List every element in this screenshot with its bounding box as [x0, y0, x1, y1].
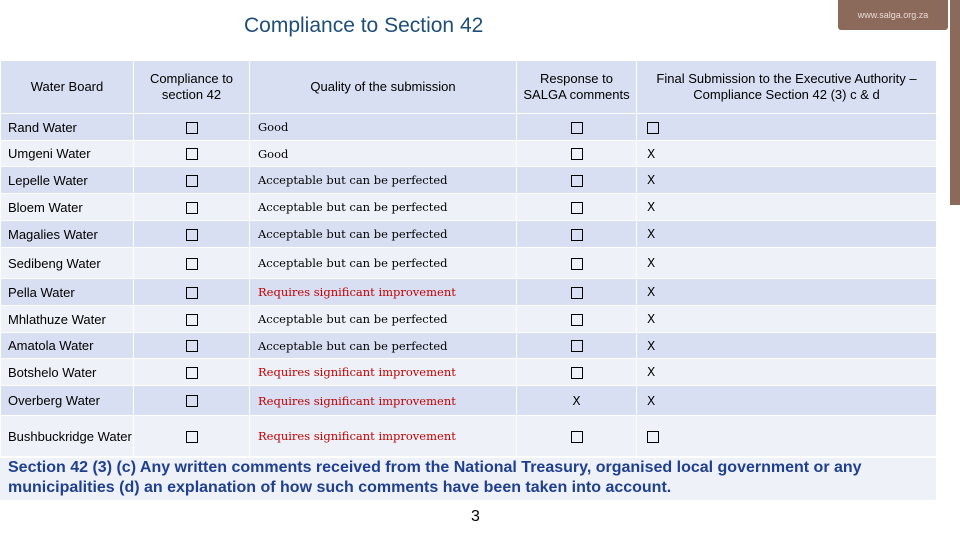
compliance-cell: [134, 248, 250, 279]
quality-cell: Acceptable but can be perfected: [250, 306, 517, 333]
quality-cell: Acceptable but can be perfected: [250, 194, 517, 221]
header-water-board: Water Board: [1, 61, 134, 114]
website-tag: www.salga.org.za: [838, 0, 948, 30]
checkbox-icon: [186, 314, 198, 326]
water-board-name: Lepelle Water: [1, 167, 134, 194]
response-cell: X: [517, 386, 637, 416]
water-board-name: Magalies Water: [1, 221, 134, 248]
checkbox-icon: [571, 314, 583, 326]
quality-cell: Acceptable but can be perfected: [250, 167, 517, 194]
final-submission-cell: X: [637, 194, 937, 221]
final-submission-cell: [637, 114, 937, 141]
compliance-cell: [134, 333, 250, 359]
quality-cell: Requires significant improvement: [250, 359, 517, 386]
final-submission-cell: [637, 416, 937, 457]
water-board-name: Bushbuckridge Water: [1, 416, 134, 457]
response-cell: [517, 333, 637, 359]
checkbox-icon: [647, 122, 659, 134]
checkbox-icon: [186, 175, 198, 187]
response-cell: [517, 221, 637, 248]
final-submission-cell: X: [637, 248, 937, 279]
table-row: [1, 194, 937, 221]
compliance-cell: [134, 416, 250, 457]
checkbox-icon: [186, 258, 198, 270]
checkbox-icon: [571, 258, 583, 270]
table-row: [1, 141, 937, 167]
compliance-cell: [134, 306, 250, 333]
response-cell: [517, 306, 637, 333]
final-submission-cell: X: [637, 306, 937, 333]
page-title: Compliance to Section 42: [244, 14, 484, 37]
checkbox-icon: [186, 367, 198, 379]
checkbox-icon: [571, 202, 583, 214]
water-board-name: Umgeni Water: [1, 141, 134, 167]
table-row: [1, 114, 937, 141]
table-header-row: [1, 61, 937, 114]
water-board-name: Bloem Water: [1, 194, 134, 221]
checkbox-icon: [186, 148, 198, 160]
water-board-name: Rand Water: [1, 114, 134, 141]
compliance-cell: [134, 386, 250, 416]
checkbox-icon: [571, 431, 583, 443]
compliance-table: [0, 60, 937, 457]
compliance-cell: [134, 221, 250, 248]
response-cell: [517, 279, 637, 306]
header-final-submission: Final Submission to the Executive Authority – Compliance Section 42 (3) c & d: [637, 61, 937, 114]
checkbox-icon: [647, 431, 659, 443]
water-board-name: Mhlathuze Water: [1, 306, 134, 333]
compliance-cell: [134, 167, 250, 194]
water-board-name: Botshelo Water: [1, 359, 134, 386]
checkbox-icon: [186, 202, 198, 214]
final-submission-cell: X: [637, 141, 937, 167]
quality-cell: Good: [250, 141, 517, 167]
water-board-name: Overberg Water: [1, 386, 134, 416]
final-submission-cell: X: [637, 386, 937, 416]
checkbox-icon: [571, 367, 583, 379]
accent-bar: [950, 0, 960, 205]
table-row: [1, 359, 937, 386]
response-cell: [517, 359, 637, 386]
checkbox-icon: [571, 229, 583, 241]
checkbox-icon: [186, 122, 198, 134]
table-row: [1, 221, 937, 248]
checkbox-icon: [571, 122, 583, 134]
compliance-cell: [134, 194, 250, 221]
checkbox-icon: [571, 148, 583, 160]
checkbox-icon: [571, 287, 583, 299]
final-submission-cell: X: [637, 221, 937, 248]
checkbox-icon: [186, 395, 198, 407]
checkbox-icon: [186, 229, 198, 241]
water-board-name: Pella Water: [1, 279, 134, 306]
compliance-cell: [134, 359, 250, 386]
quality-cell: Requires significant improvement: [250, 416, 517, 457]
table-row: [1, 279, 937, 306]
quality-cell: Acceptable but can be perfected: [250, 333, 517, 359]
header-response: Response to SALGA comments: [517, 61, 637, 114]
checkbox-icon: [571, 175, 583, 187]
water-board-name: Sedibeng Water: [1, 248, 134, 279]
table-row: [1, 248, 937, 279]
checkbox-icon: [571, 340, 583, 352]
table-row: [1, 306, 937, 333]
quality-cell: Acceptable but can be perfected: [250, 248, 517, 279]
quality-cell: Requires significant improvement: [250, 386, 517, 416]
page-number: 3: [471, 508, 480, 525]
checkbox-icon: [186, 340, 198, 352]
quality-cell: Good: [250, 114, 517, 141]
final-submission-cell: X: [637, 359, 937, 386]
response-cell: [517, 114, 637, 141]
response-cell: [517, 141, 637, 167]
response-cell: [517, 194, 637, 221]
table-row: [1, 386, 937, 416]
final-submission-cell: X: [637, 279, 937, 306]
checkbox-icon: [186, 287, 198, 299]
compliance-cell: [134, 279, 250, 306]
final-submission-cell: X: [637, 333, 937, 359]
checkbox-icon: [186, 431, 198, 443]
header-quality: Quality of the submission: [250, 61, 517, 114]
response-cell: [517, 167, 637, 194]
quality-cell: Requires significant improvement: [250, 279, 517, 306]
response-cell: [517, 416, 637, 457]
water-board-name: Amatola Water: [1, 333, 134, 359]
section-42-note: Section 42 (3) (c) Any written comments received from the National Treasury, organised local government or any municipalities (d) an explanation of how such comments have been taken into account.: [0, 458, 936, 500]
response-cell: [517, 248, 637, 279]
header-compliance: Compliance to section 42: [134, 61, 250, 114]
compliance-cell: [134, 141, 250, 167]
compliance-cell: [134, 114, 250, 141]
quality-cell: Acceptable but can be perfected: [250, 221, 517, 248]
table-row: [1, 333, 937, 359]
final-submission-cell: X: [637, 167, 937, 194]
table-row: [1, 167, 937, 194]
table-row: [1, 416, 937, 457]
